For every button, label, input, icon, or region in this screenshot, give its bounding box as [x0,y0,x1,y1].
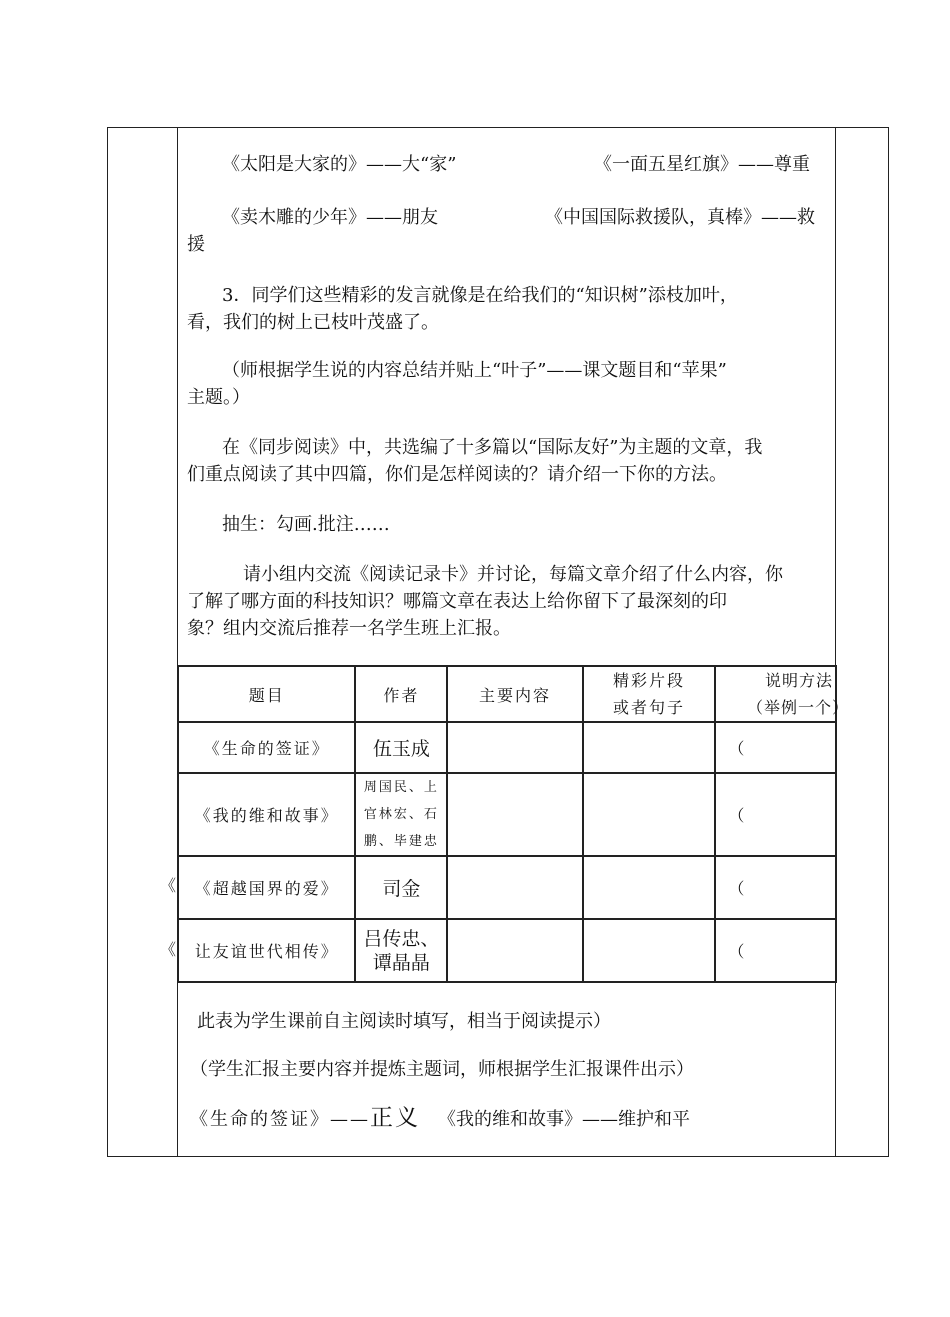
row-excerpt-cell [583,919,716,982]
table-row [178,722,836,773]
text-line: 《中国国际救援队，真棒》——救 [545,207,815,228]
text-line: 《一面五星红旗》——尊重 [594,154,810,175]
row-content-cell [447,722,583,773]
row-content-cell [447,773,583,856]
row-author-line: 吕传忠、 [363,927,440,950]
row-method-cell: （ [715,919,836,982]
paragraph-line: 们重点阅读了其中四篇，你们是怎样阅读的？请介绍一下你的方法。 [187,464,727,485]
paragraph-line: 象？组内交流后推荐一名学生班上汇报。 [187,618,511,639]
stray-quote-mark: 《 [160,940,177,959]
row-author-line: 鹏、毕建忠 [363,834,439,849]
table-row [178,856,836,919]
column-divider-right [835,127,836,1157]
row-content-cell [447,919,583,982]
row-method-cell: （ [715,856,836,919]
table-note: 此表为学生课前自主阅读时填写，相当于阅读提示） [197,1011,611,1032]
theme-line [190,1105,690,1133]
row-author-line: 谭晶晶 [372,951,430,974]
stray-quote-mark: 《 [160,876,177,895]
table-header-row [178,666,836,722]
row-title: 《超越国界的爱》 [178,856,355,919]
header-excerpt [583,666,716,722]
row-title: 《生命的签证》 [178,722,355,773]
text-line: 《卖木雕的少年》——朋友 [222,207,438,228]
row-title: 让友谊世代相传》 [178,919,355,982]
paragraph-line: 看，我们的树上已枝叶茂盛了。 [187,312,439,333]
column-divider-left [177,127,178,1157]
row-author-line: 官林宏、石 [363,807,439,822]
theme-second: 《我的维和故事》——维护和平 [438,1109,690,1130]
header-method-line: 说明方法 [764,671,833,690]
header-excerpt-line: 精彩片段 [613,671,686,690]
header-method [715,666,849,722]
row-author-line: 周国民、上 [363,780,439,795]
paragraph-line: 3．同学们这些精彩的发言就像是在给我们的“知识树”添枝加叶， [222,285,738,306]
report-instruction: （学生汇报主要内容并提炼主题词，师根据学生汇报课件出示） [190,1059,694,1080]
paragraph-line: 抽生：勾画.批注…… [222,514,390,535]
paragraph-line: 在《同步阅读》中，共选编了十多篇以“国际友好”为主题的文章，我 [222,437,763,458]
text-line: 《太阳是大家的》——大“家” [222,154,457,175]
row-author: 伍玉成 [355,722,447,773]
header-excerpt-line: 或者句子 [613,698,686,717]
paragraph-line: 请小组内交流《阅读记录卡》并讨论，每篇文章介绍了什么内容，你 [243,564,783,585]
row-author [355,919,447,982]
table-row [178,773,836,856]
paragraph-line: 了解了哪方面的科技知识？哪篇文章在表达上给你留下了最深刻的印 [187,591,727,612]
row-author: 司金 [355,856,447,919]
row-method-cell: （ [715,722,836,773]
theme-word: 正义 [370,1105,420,1131]
paragraph-line: 主题。） [187,387,250,408]
row-method-cell: （ [715,773,836,856]
header-title: 题目 [178,666,355,722]
reading-record-table [177,665,849,983]
row-content-cell [447,856,583,919]
header-method-line: （举例一个） [746,698,849,717]
text-line: 援 [187,234,205,255]
row-excerpt-cell [583,722,716,773]
row-excerpt-cell [583,856,716,919]
table-row [178,919,836,982]
paragraph-line: （师根据学生说的内容总结并贴上“叶子”——课文题目和“苹果” [222,360,727,381]
header-content: 主要内容 [447,666,583,722]
header-author: 作者 [355,666,447,722]
theme-title: 《生命的签证》—— [190,1109,370,1130]
row-title: 《我的维和故事》 [178,773,355,856]
row-author [355,773,447,856]
row-excerpt-cell [583,773,716,856]
